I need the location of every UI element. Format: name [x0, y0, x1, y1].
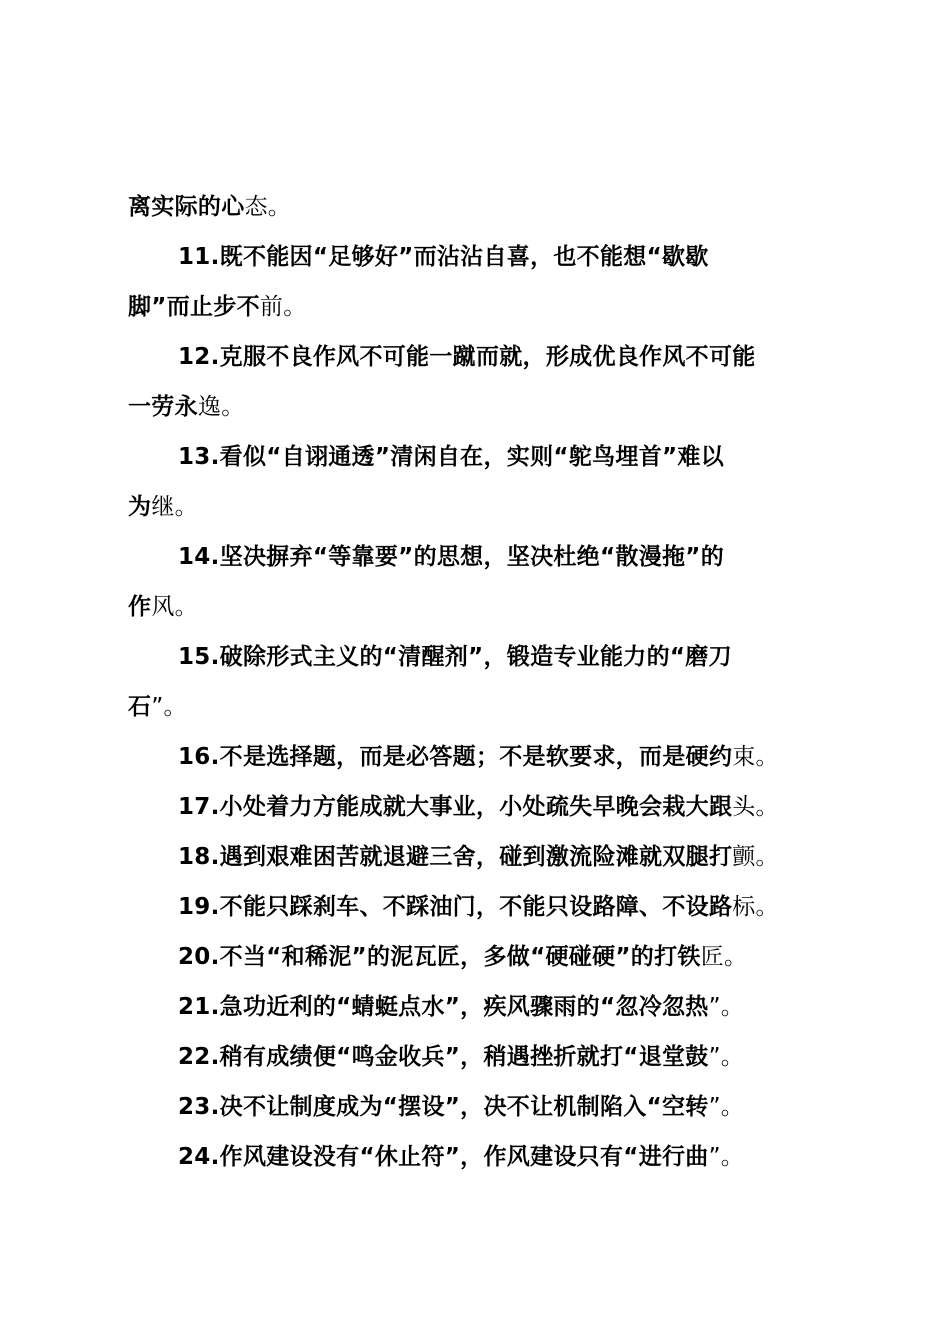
line-text: 11.既不能因“足够好”而沾沾自喜，也不能想“歇歇 [178, 244, 709, 270]
line-text: 23.决不让制度成为“摆设”，决不让机制陷入“空转 [178, 1094, 709, 1120]
line-p20 [128, 932, 832, 982]
line-tail: ”。 [708, 1144, 745, 1170]
line-tail: 束。 [732, 744, 779, 770]
line-p17 [128, 782, 832, 832]
line-tail: 头。 [732, 794, 779, 820]
line-tail: 标。 [732, 894, 779, 920]
line-p11a [128, 232, 832, 282]
line-text: 为 [128, 494, 152, 520]
line-text: 16.不是选择题，而是必答题；不是软要求，而是硬约 [178, 744, 733, 770]
line-p21 [128, 982, 832, 1032]
line-p24 [128, 1132, 832, 1182]
line-p14b [128, 582, 832, 632]
line-p10-cont [128, 182, 832, 232]
line-text: 21.急功近利的“蜻蜓点水”，疾风骤雨的“忽冷忽热 [178, 994, 709, 1020]
line-text: 17.小处着力方能成就大事业，小处疏失早晚会栽大跟 [178, 794, 733, 820]
line-text: 石 [128, 694, 152, 720]
line-p22 [128, 1032, 832, 1082]
line-tail: ”。 [151, 694, 187, 720]
line-text: 15.破除形式主义的“清醒剂”，锻造专业能力的“磨刀 [178, 644, 732, 670]
line-tail: ”。 [708, 1094, 745, 1120]
line-tail: ”。 [708, 1044, 745, 1070]
line-p11b [128, 282, 832, 332]
line-tail: 态。 [244, 194, 292, 220]
line-p16 [128, 732, 832, 782]
line-text: 12.克服不良作风不可能一蹴而就，形成优良作风不可能 [178, 344, 756, 370]
line-tail: 颤。 [732, 844, 779, 870]
line-p12b [128, 382, 832, 432]
line-p18 [128, 832, 832, 882]
line-text: 脚”而止步不 [128, 294, 260, 320]
line-p13a [128, 432, 832, 482]
line-text: 一劳永 [128, 394, 198, 420]
line-text: 19.不能只踩刹车、不踩油门，不能只设路障、不设路 [178, 894, 733, 920]
line-p15a [128, 632, 832, 682]
text-body [128, 182, 832, 1182]
line-p13b [128, 482, 832, 532]
line-tail: 继。 [151, 494, 198, 520]
line-tail: 逸。 [197, 394, 245, 420]
line-p12a [128, 332, 832, 382]
line-text: 24.作风建设没有“休止符”，作风建设只有“进行曲 [178, 1144, 709, 1170]
line-tail: 风。 [151, 594, 198, 620]
line-text: 22.稍有成绩便“鸣金收兵”，稍遇挫折就打“退堂鼓 [178, 1044, 709, 1070]
line-p23 [128, 1082, 832, 1132]
line-text: 14.坚决摒弃“等靠要”的思想，坚决杜绝“散漫拖”的 [178, 544, 725, 570]
line-text: 13.看似“自诩通透”清闲自在，实则“鸵鸟埋首”难以 [178, 444, 725, 470]
line-text: 18.遇到艰难困苦就退避三舍，碰到激流险滩就双腿打 [178, 844, 733, 870]
line-tail: 匠。 [700, 944, 748, 970]
line-tail: ”。 [708, 994, 745, 1020]
line-text: 20.不当“和稀泥”的泥瓦匠，多做“硬碰硬”的打铁 [178, 944, 701, 970]
line-p15b [128, 682, 832, 732]
line-tail: 前。 [259, 294, 307, 320]
line-text: 离实际的心 [128, 194, 245, 220]
line-p14a [128, 532, 832, 582]
line-p19 [128, 882, 832, 932]
line-text: 作 [128, 594, 152, 620]
